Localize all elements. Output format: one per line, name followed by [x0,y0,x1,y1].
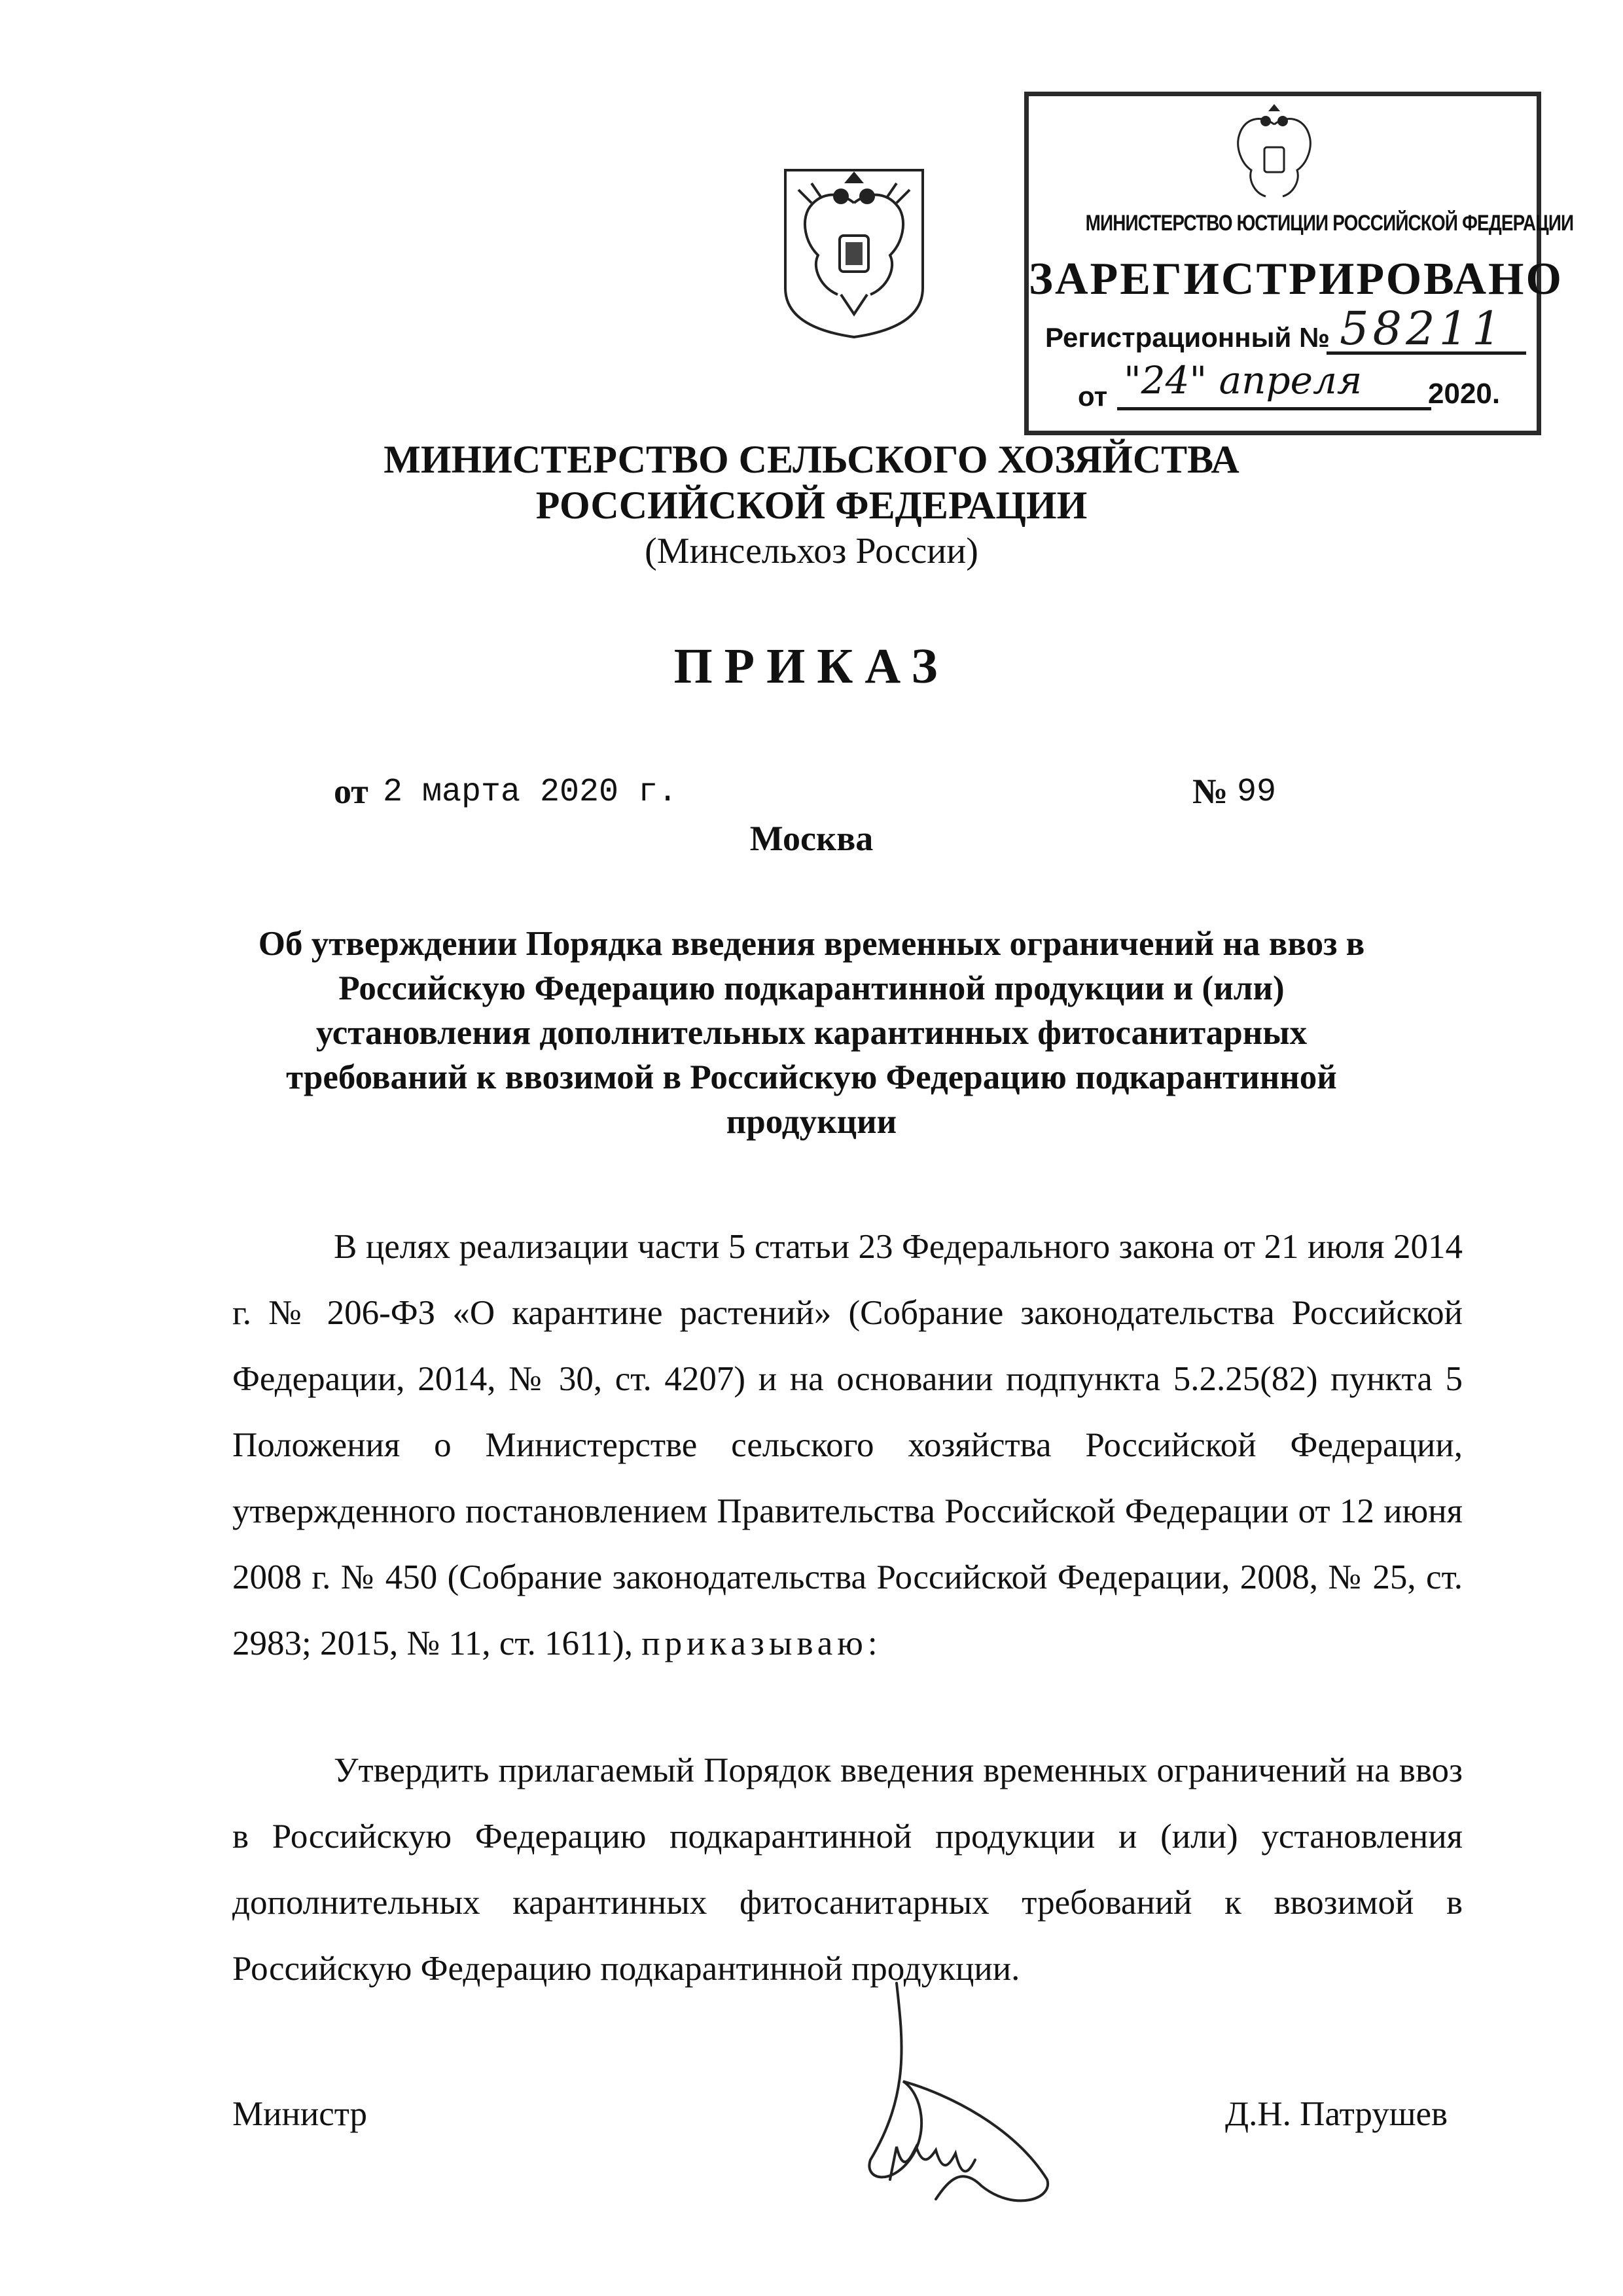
ministry-name-line1: МИНИСТЕРСТВО СЕЛЬСКОГО ХОЗЯЙСТВА [383,438,1240,481]
order-subject: Об утверждении Порядка введения временных ограничений на ввоз в Российскую Федерацию подкарантинной продукции и (или) установления дополнительных карантинных фитосанитарных требований к ввозимой в Российскую Федерацию подкарантинной продукции [258,925,1365,1141]
state-emblem-icon [772,164,936,340]
handwritten-signature [851,1964,1067,2238]
document-type-title: ПРИКАЗ [673,639,950,694]
stamp-reg-label: Регистрационный № [1045,322,1330,353]
order-directive: приказываю: [641,1624,882,1662]
stamp-ministry-name: МИНИСТЕРСТВО ЮСТИЦИИ РОССИЙСКОЙ ФЕДЕРАЦИИ [1085,211,1574,236]
stamp-date: "24" апреля [1117,361,1431,410]
stamp-status: ЗАРЕГИСТРИРОВАНО [1029,254,1563,304]
registration-stamp [1024,92,1574,435]
stamp-emblem-icon [1225,101,1323,206]
stamp-reg-number: 58211 [1327,306,1526,355]
order-date: 2 марта 2020 г. [383,774,678,811]
ministry-short-name: (Минсельхоз России) [645,531,978,571]
signer-name: Д.Н. Патрушев [1225,2095,1448,2133]
order-number-label: № [1192,772,1228,811]
stamp-date-label: от [1078,381,1108,412]
signer-title: Министр [232,2095,368,2133]
paragraph-1-text: В целях реализации части 5 статьи 23 Федерального закона от 21 июля 2014 г. № 206-ФЗ «О карантине растений» (Собрание законодательства Российской Федерации, 2014, № 30, ст. 4207) и на основании подпункта 5.2.25(82) пункта 5 Положения о Министерстве сельского хозяйства Российской Федерации, утвержденного постановлением Правительства Российской Федерации от 12 июня 2008 г. № 450 (Собрание законодательства Российской Федерации, 2008, № 25, ст. 2983; 2015, № 11, ст. 1611), [232,1228,1463,1662]
body-paragraph-1 [232,1214,1463,1677]
body-paragraph-2: Утвердить прилагаемый Порядок введения временных ограничений на ввоз в Российскую Федерацию подкарантинной продукции и (или) установления дополнительных карантинных фитосанитарных требований к ввозимой в Российскую Федерацию подкарантинной продукции. [232,1751,1463,1988]
order-date-label: от [334,772,368,811]
order-number: 99 [1237,774,1277,811]
ministry-name-line2: РОССИЙСКОЙ ФЕДЕРАЦИИ [535,484,1088,527]
stamp-year: 2020. [1428,378,1501,410]
order-city: Москва [749,819,874,858]
